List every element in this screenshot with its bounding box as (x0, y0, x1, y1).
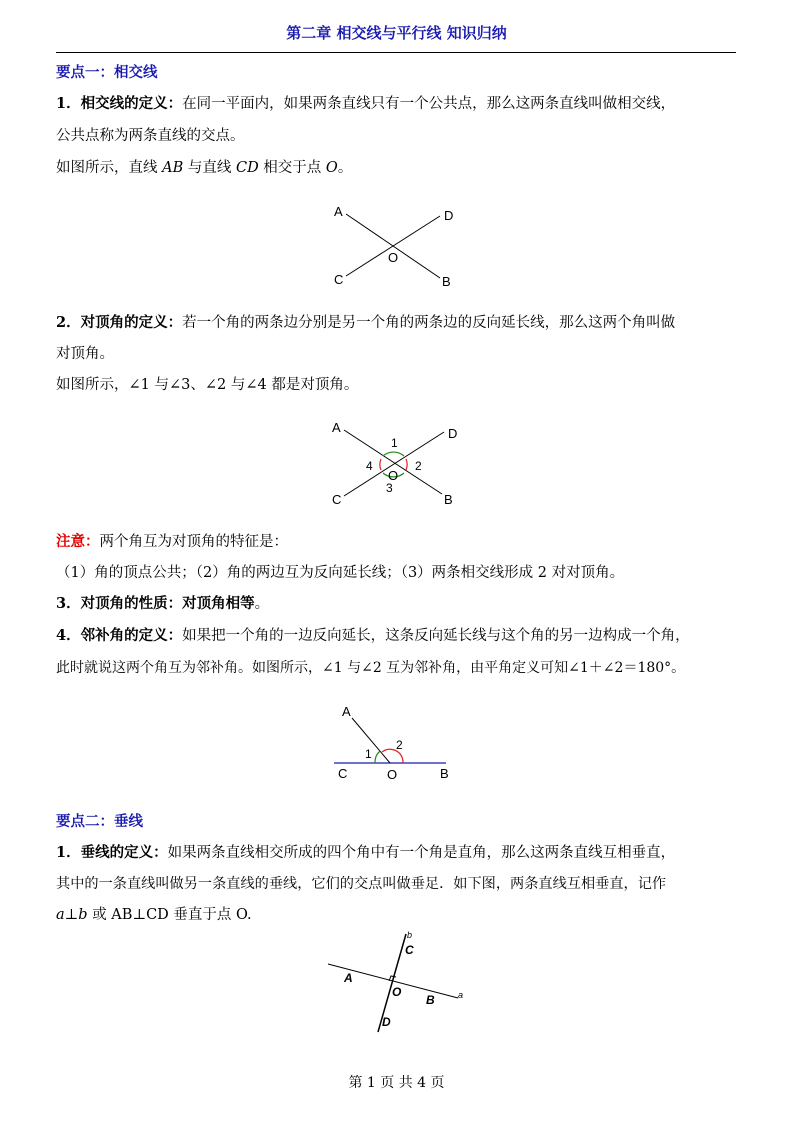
label-c: C (405, 943, 414, 957)
figure-vertical-angles (320, 418, 480, 514)
header-divider (56, 52, 736, 53)
definition-text-continued: 此时就说这两个角互为邻补角。如图所示，∠1 与∠2 互为邻补角，由平角定义可知∠1＋∠2＝180°。 (56, 660, 686, 676)
figure-adjacent-angles (320, 700, 470, 786)
line-cd (346, 216, 440, 276)
definition-text-continued: 对顶角。 (56, 346, 114, 362)
angle-1-arc (375, 751, 380, 763)
angle-4-arc (380, 459, 381, 470)
example-sentence: 如图所示，∠1 与∠3、∠2 与∠4 都是对顶角。 (56, 377, 359, 393)
label-angle-1: 1 (391, 436, 398, 450)
label-a: A (344, 971, 353, 985)
page-title: 第二章 相交线与平行线 知识归纳 (286, 24, 507, 42)
label-c: C (332, 492, 342, 507)
label-d: D (444, 208, 454, 223)
page-number: 第 1 页 共 4 页 (348, 1075, 445, 1091)
label-angle-1: 1 (365, 747, 372, 761)
note-list: （1）角的顶点公共；（2）角的两边互为反向延长线；（3）两条相交线形成 2 对对顶角。 (56, 565, 625, 581)
definition-text-continued: 其中的一条直线叫做另一条直线的垂线，它们的交点叫做垂足．如下图，两条直线互相垂直，记作 (56, 876, 667, 892)
label-line-a: a (458, 990, 464, 1000)
angle-2-arc (406, 459, 407, 470)
label-angle-2: 2 (396, 738, 403, 752)
definition-label: 4．邻补角的定义： (56, 627, 183, 644)
label-line-b: b (407, 930, 413, 940)
definition-text: 如果两条直线相交所成的四个角中有一个角是直角，那么这两条直线互相垂直， (167, 845, 676, 861)
definition-label: 2．对顶角的定义： (56, 314, 183, 331)
label-d: D (448, 426, 458, 441)
label-c: C (338, 766, 348, 781)
label-o: O (387, 767, 398, 782)
property-vertical-angles: 3．对顶角的性质：对顶角相等。 (56, 595, 270, 612)
figure-intersecting-lines (320, 196, 480, 296)
definition-vertical-angles (56, 313, 675, 333)
angle-1-arc (383, 452, 404, 456)
label-o: O (388, 250, 399, 265)
label-a: A (342, 704, 351, 719)
label-o: O (392, 985, 402, 999)
example-sentence: 如图所示，直线 AB 与直线 CD 相交于点 O。 (56, 160, 353, 176)
perpendicular-notation: a⊥b 或 AB⊥CD 垂直于点 O. (56, 907, 252, 923)
label-angle-4: 4 (366, 459, 373, 473)
definition-label: 1．垂线的定义： (56, 844, 168, 861)
note: 注意：两个角互为对顶角的特征是： (56, 533, 288, 550)
label-b: B (442, 274, 451, 289)
label-c: C (334, 272, 344, 287)
definition-text-continued: 公共点称为两条直线的交点。 (56, 128, 245, 144)
definition-label: 1．相交线的定义： (56, 95, 183, 112)
label-angle-3: 3 (386, 481, 393, 495)
label-d: D (382, 1015, 391, 1029)
definition-text: 在同一平面内，如果两条直线只有一个公共点，那么这两条直线叫做相交线， (182, 96, 676, 112)
definition-text: 若一个角的两条边分别是另一个角的两条边的反向延长线，那么这两个角叫做 (182, 315, 676, 331)
figure-perpendicular-lines (320, 928, 470, 1036)
definition-perpendicular (56, 843, 675, 863)
section-heading-intersecting-lines: 要点一：相交线 (56, 65, 158, 81)
note-label: 注意 (56, 533, 85, 550)
label-b: B (444, 492, 453, 507)
label-o: O (388, 468, 399, 483)
label-a: A (334, 204, 343, 219)
label-a: A (332, 420, 341, 435)
note-text: 两个角互为对顶角的特征是： (99, 534, 288, 550)
label-b: B (426, 993, 435, 1007)
label-b: B (440, 766, 449, 781)
definition-adjacent-supplementary (56, 626, 690, 646)
label-angle-2: 2 (415, 459, 422, 473)
section-heading-perpendicular: 要点二：垂线 (56, 814, 143, 830)
definition-text: 如果把一个角的一边反向延长，这条反向延长线与这个角的另一边构成一个角， (182, 628, 690, 644)
definition-intersecting-lines (56, 94, 675, 114)
